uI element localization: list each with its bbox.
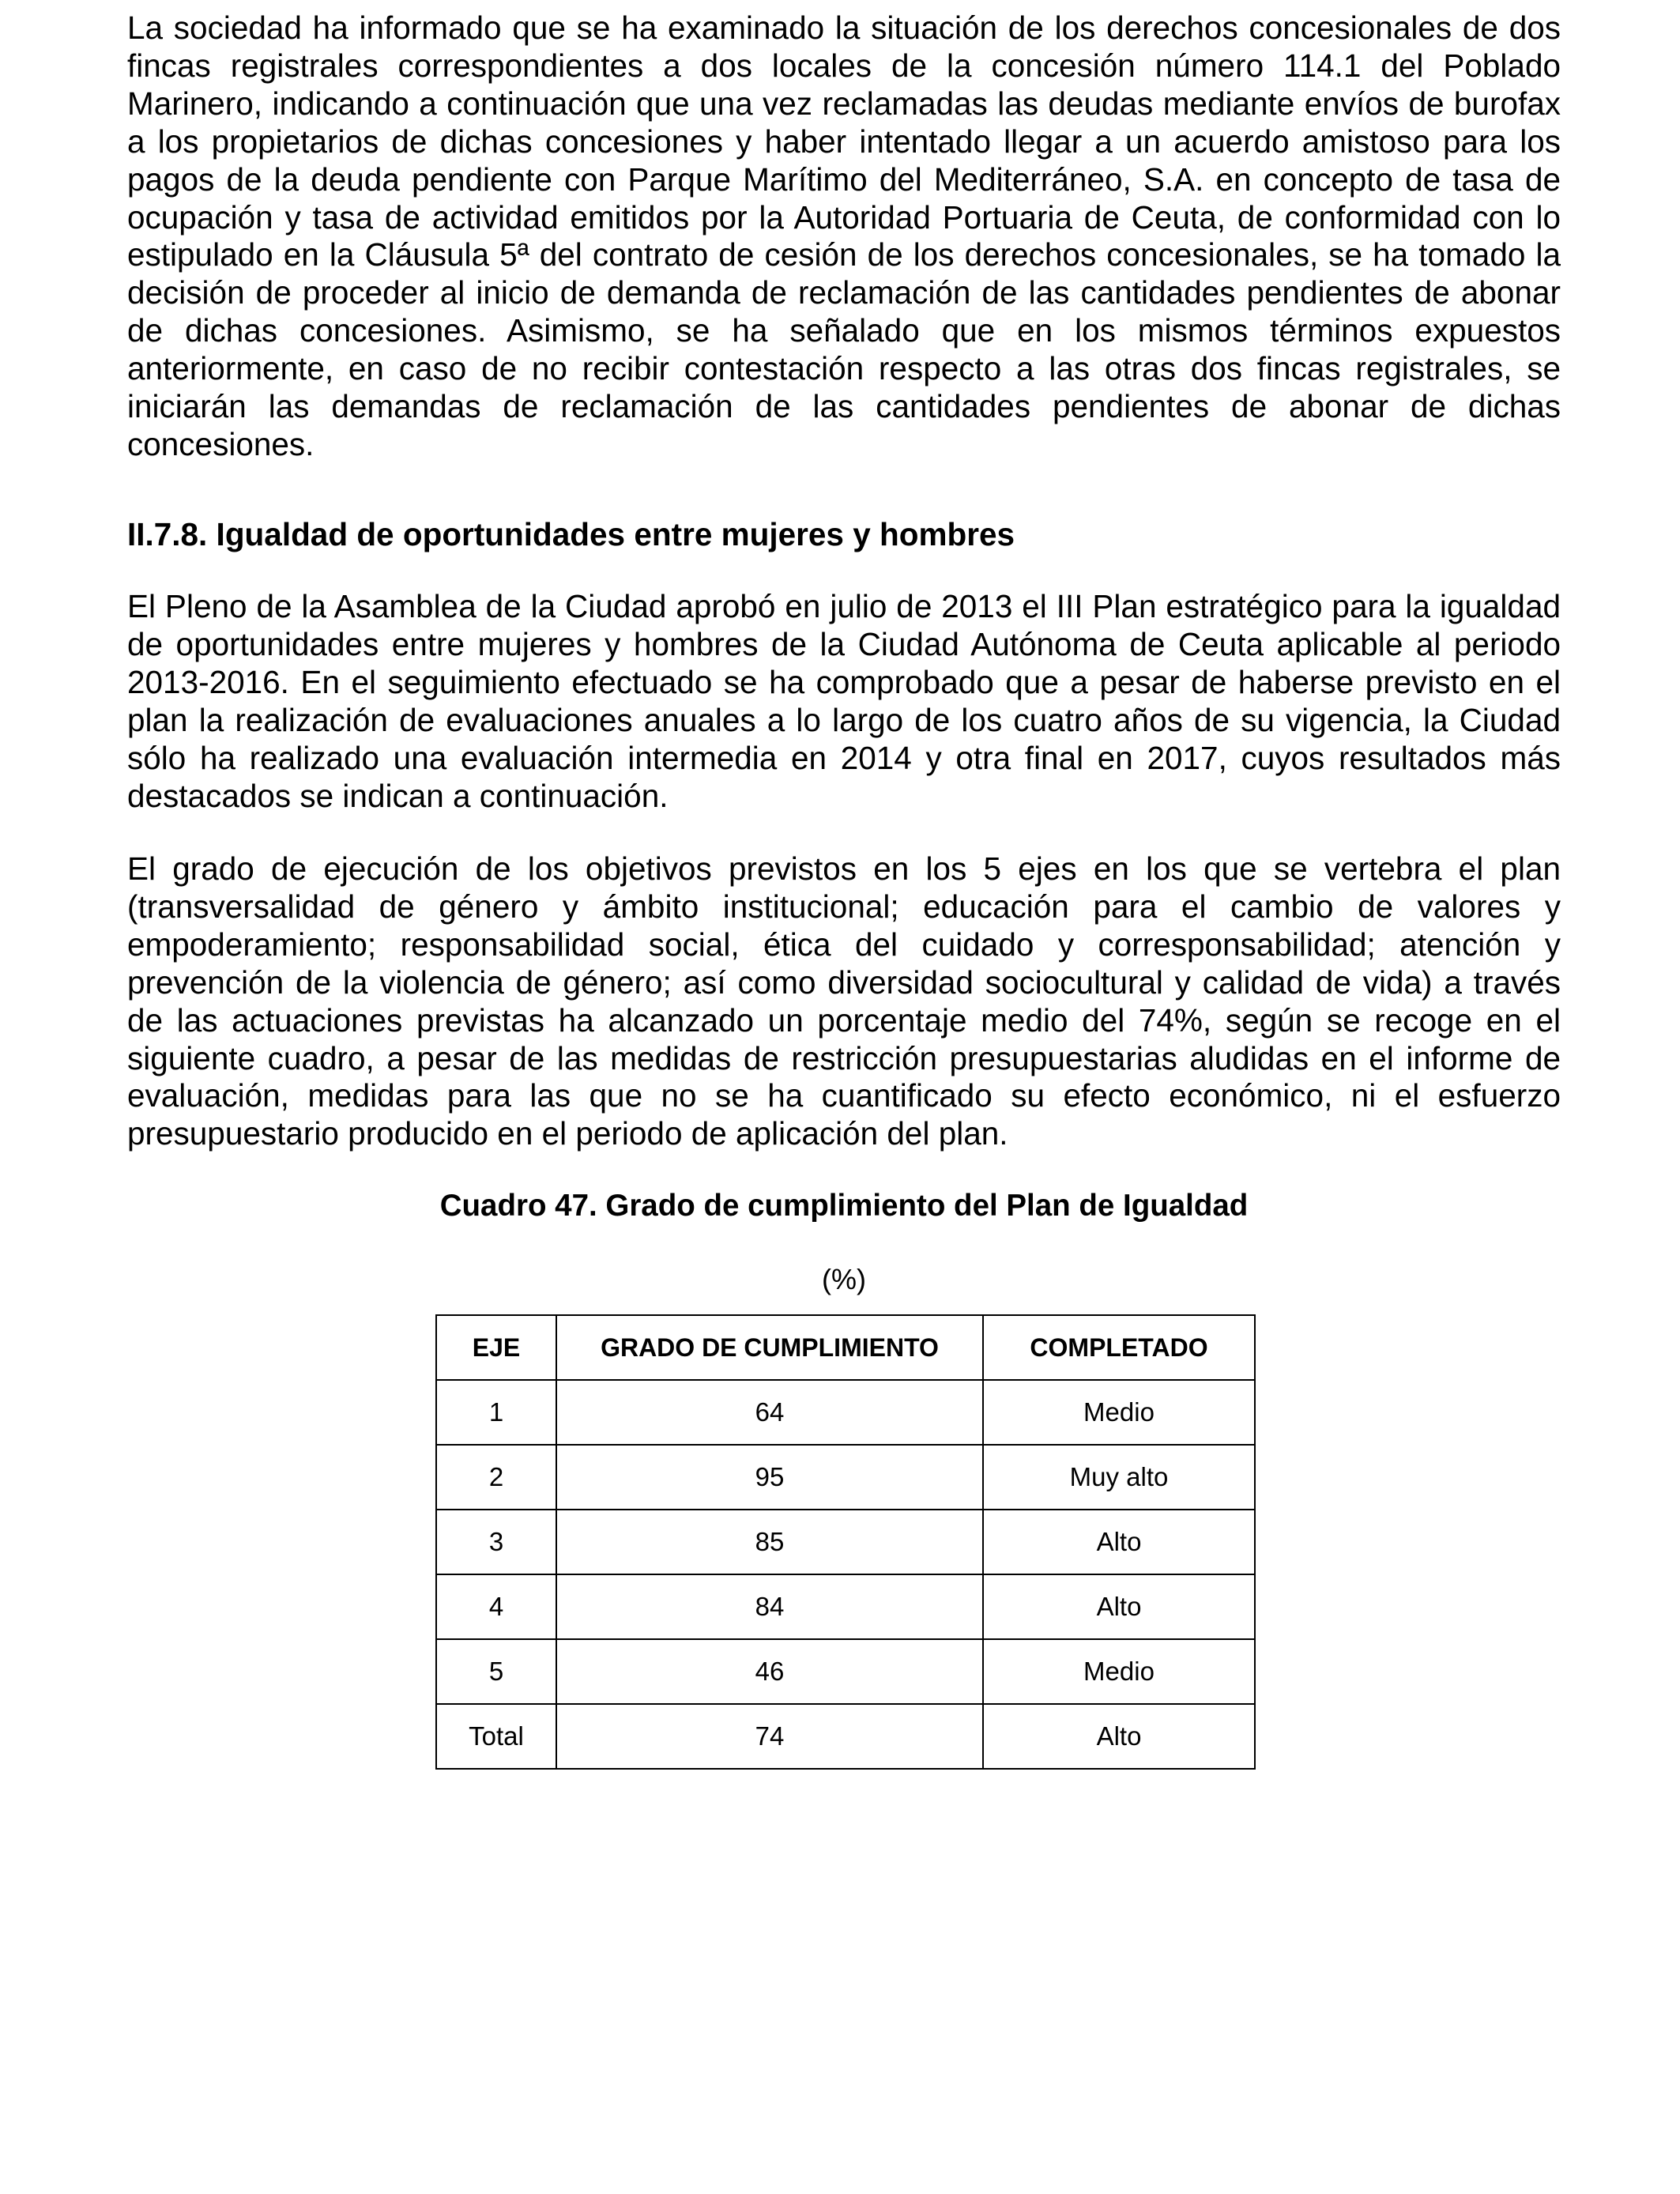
table-row (436, 1445, 1255, 1510)
paragraph-equality-plan: El Pleno de la Asamblea de la Ciudad aprobó en julio de 2013 el III Plan estratégico para la igualdad de oportunidades entre mujeres y hombres de la Ciudad Autónoma de Ceuta aplicable al periodo 2013-2016. En el seguimiento efectuado se ha comprobado que a pesar de haberse previsto en el plan la realización de evaluaciones anuales a lo largo de los cuatro años de su vigencia, la Ciudad sólo ha realizado una evaluación intermedia en 2014 y otra final en 2017, cuyos resultados más destacados se indican a continuación. (127, 588, 1561, 814)
compliance-table (435, 1314, 1256, 1770)
cell-eje: 2 (436, 1445, 556, 1510)
paragraph-execution-degree: El grado de ejecución de los objetivos previstos en los 5 ejes en los que se vertebra el plan (transversalidad de género y ámbito institucional; educación para el cambio de valores y empoderamiento; responsabilidad social, ética del cuidado y corresponsabilidad; atención y prevención de la violencia de género; así como diversidad sociocultural y calidad de vida) a través de las actuaciones previstas ha alcanzado un porcentaje medio del 74%, según se recoge en el siguiente cuadro, a pesar de las medidas de restricción presupuestarias aludidas en el informe de evaluación, medidas para las que no se ha cuantificado su efecto económico, ni el esfuerzo presupuestario producido en el periodo de aplicación del plan. (127, 850, 1561, 1152)
table-row-total (436, 1704, 1255, 1769)
cell-completado: Alto (983, 1704, 1255, 1769)
cell-grado: 84 (556, 1574, 983, 1639)
table-row (436, 1574, 1255, 1639)
table-row (436, 1639, 1255, 1704)
cell-eje: Total (436, 1704, 556, 1769)
cell-eje: 1 (436, 1380, 556, 1445)
header-completado: COMPLETADO (983, 1315, 1255, 1380)
cell-completado: Muy alto (983, 1445, 1255, 1510)
cell-eje: 4 (436, 1574, 556, 1639)
table-row (436, 1510, 1255, 1574)
table-header-row (436, 1315, 1255, 1380)
paragraph-concessions: La sociedad ha informado que se ha examinado la situación de los derechos concesionales de dos fincas registrales correspondientes a dos locales de la concesión número 114.1 del Poblado Marinero, indicando a continuación que una vez reclamadas las deudas mediante envíos de burofax a los propietarios de dichas concesiones y haber intentado llegar a un acuerdo amistoso para los pagos de la deuda pendiente con Parque Marítimo del Mediterráneo, S.A. en concepto de tasa de ocupación y tasa de actividad emitidos por la Autoridad Portuaria de Ceuta, de conformidad con lo estipulado en la Cláusula 5ª del contrato de cesión de los derechos concesionales, se ha tomado la decisión de proceder al inicio de demanda de reclamación de las cantidades pendientes de abonar de dichas concesiones. Asimismo, se ha señalado que en los mismos términos expuestos anteriormente, en caso de no recibir contestación respecto a las otras dos fincas registrales, se iniciarán las demandas de reclamación de las cantidades pendientes de abonar de dichas concesiones. (127, 9, 1561, 462)
cell-grado: 95 (556, 1445, 983, 1510)
cell-eje: 5 (436, 1639, 556, 1704)
header-eje: EJE (436, 1315, 556, 1380)
cell-grado: 74 (556, 1704, 983, 1769)
cell-grado: 64 (556, 1380, 983, 1445)
cell-eje: 3 (436, 1510, 556, 1574)
section-heading: II.7.8. Igualdad de oportunidades entre mujeres y hombres (127, 516, 1015, 552)
table-unit: (%) (822, 1263, 866, 1295)
header-grado: GRADO DE CUMPLIMIENTO (556, 1315, 983, 1380)
cell-grado: 46 (556, 1639, 983, 1704)
table-row (436, 1380, 1255, 1445)
cell-completado: Medio (983, 1380, 1255, 1445)
cell-grado: 85 (556, 1510, 983, 1574)
table-caption: Cuadro 47. Grado de cumplimiento del Plan de Igualdad (439, 1189, 1249, 1223)
cell-completado: Alto (983, 1574, 1255, 1639)
cell-completado: Medio (983, 1639, 1255, 1704)
cell-completado: Alto (983, 1510, 1255, 1574)
